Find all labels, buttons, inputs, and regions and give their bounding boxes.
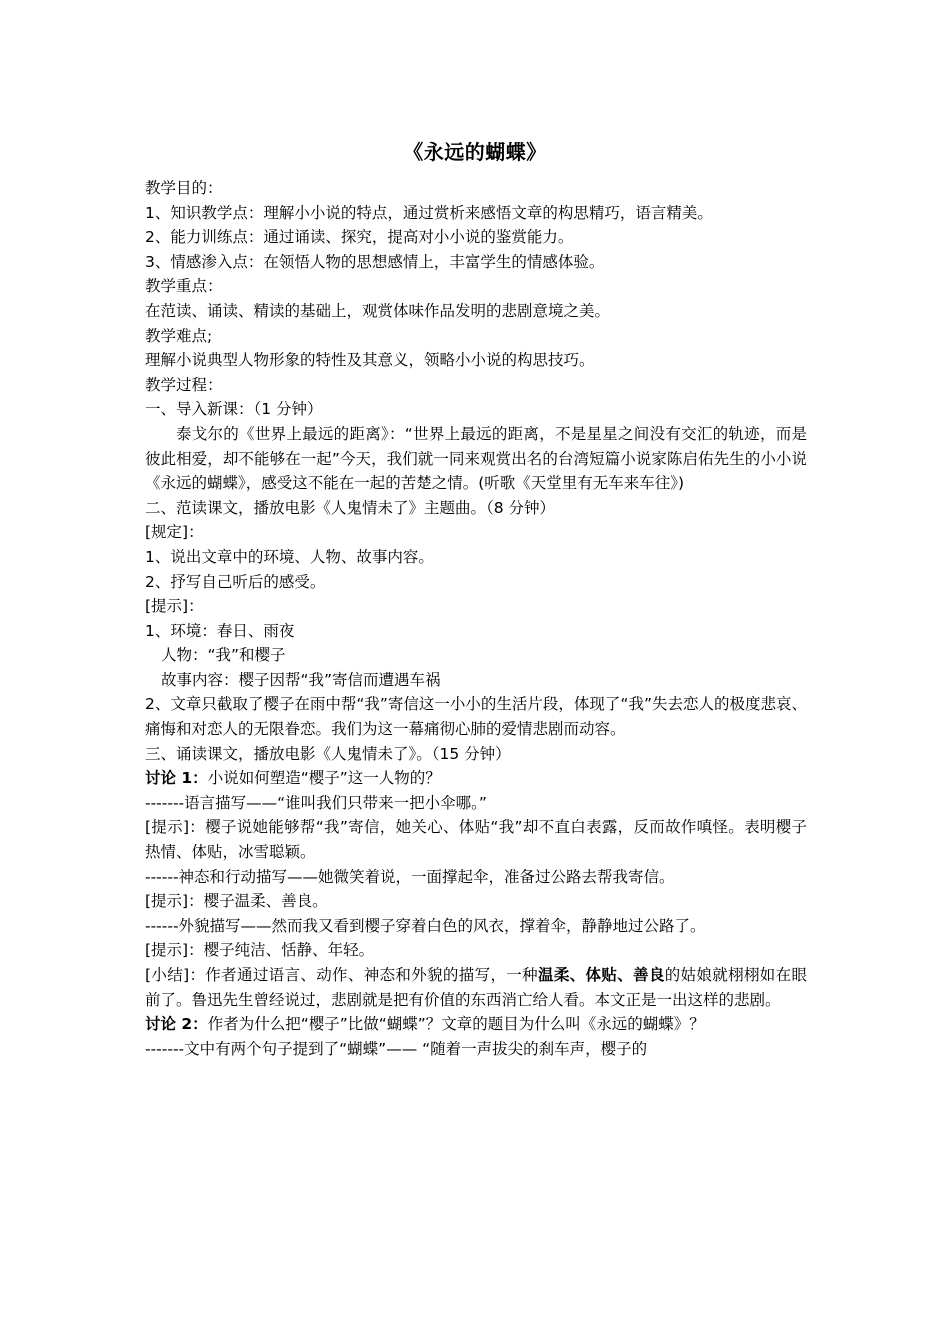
document-body [145, 176, 807, 1061]
hint-subitem: 故事内容：樱子因帮“我”寄信而遭遇车祸 [161, 670, 441, 689]
discussion-question [145, 766, 807, 791]
difficulty-text: 理解小说典型人物形象的特性及其意义，领略小小说的构思技巧。 [145, 351, 595, 370]
analysis-line: ------外貌描写——然而我又看到樱子穿着白色的风衣，撑着伞，静静地过公路了。 [145, 916, 706, 935]
analysis-hint: [提示]：樱子说她能够帮“我”寄信，她关心、体贴“我”却不直白表露，反而故作嗔怪。表明樱子热情、体贴，冰雪聪颖。 [145, 818, 807, 862]
summary-prefix: [小结]：作者通过语言、动作、神态和外貌的描写，一种 [145, 966, 538, 984]
discussion-text: 小说如何塑造“樱子”这一人物的？ [207, 769, 441, 788]
discussion-text: 作者为什么把“樱子”比做“蝴蝶”？文章的题目为什么叫《永远的蝴蝶》？ [207, 1015, 705, 1034]
objective-item: 3、情感渗入点：在领悟人物的思想感情上，丰富学生的情感体验。 [145, 252, 605, 271]
analysis-hint: [提示]：樱子纯洁、恬静、年轻。 [145, 941, 375, 960]
hint-subitem: 人物：“我”和樱子 [161, 646, 286, 665]
key-point: 在范读、诵读、精读的基础上，观赏体味作品发明的悲剧意境之美。 [145, 301, 611, 320]
hint-item: 1、环境：春日、雨夜 [145, 621, 295, 640]
summary-paragraph [145, 963, 807, 1012]
objective-item: 1、知识教学点：理解小小说的特点，通过赏析来感悟文章的构思精巧，语言精美。 [145, 203, 713, 222]
hint-item: 2、文章只截取了樱子在雨中帮“我”寄信这一小小的生活片段，体现了“我”失去恋人的极度悲哀、痛悔和对恋人的无限眷恋。我们为这一幕痛彻心肺的爱情悲剧而动容。 [145, 695, 807, 739]
rules-label: [规定]： [145, 523, 204, 542]
analysis-line: -------语言描写——“谁叫我们只带来一把小伞哪。” [145, 793, 487, 812]
document-title: 《永远的蝴蝶》 [403, 140, 547, 164]
rule-item: 1、说出文章中的环境、人物、故事内容。 [145, 547, 434, 566]
discussion-question [145, 1012, 807, 1037]
step-paragraph: 泰戈尔的《世界上最远的距离》：“世界上最远的距离，不是星星之间没有交汇的轨迹，而是彼此相爱，却不能够在一起”今天，我们就一同来观赏出名的台湾短篇小说家陈启佑先生的小小说《永远的蝴蝶》，感受这不能在一起的苦楚之情。(听歌《天堂里有无车来车往》) [145, 424, 807, 493]
process-heading: 教学过程： [145, 375, 223, 394]
analysis-line: -------文中有两个句子提到了“蝴蝶”—— “随着一声拔尖的刹车声，樱子的 [145, 1039, 648, 1058]
analysis-line: ------神态和行动描写——她微笑着说，一面撑起伞，准备过公路去帮我寄信。 [145, 867, 675, 886]
analysis-hint: [提示]：樱子温柔、善良。 [145, 892, 328, 911]
summary-suffix: 的姑娘就栩栩如在眼前了。鲁迅先生曾经说过，悲剧就是把有价值的东西消亡给人看。本文正是一出这样的悲剧。 [145, 966, 807, 1009]
discussion-label: 讨论 2： [145, 1015, 208, 1034]
step-heading: 一、导入新课：（1 分钟） [145, 400, 323, 419]
key-heading: 教学重点： [145, 277, 223, 296]
step-heading: 二、范读课文，播放电影《人鬼情未了》主题曲。（8 分钟） [145, 498, 556, 517]
difficulty-heading: 教学难点; [145, 326, 213, 345]
objective-item: 2、能力训练点：通过诵读、探究，提高对小小说的鉴赏能力。 [145, 228, 574, 247]
objectives-heading: 教学目的： [145, 179, 223, 197]
step-heading: 三、诵读课文，播放电影《人鬼情未了》。（15 分钟） [145, 744, 511, 763]
rule-item: 2、抒写自己听后的感受。 [145, 572, 326, 591]
hint-label: [提示]： [145, 597, 204, 616]
summary-emphasis: 温柔、体贴、善良 [538, 966, 665, 984]
discussion-label: 讨论 1： [145, 769, 208, 788]
